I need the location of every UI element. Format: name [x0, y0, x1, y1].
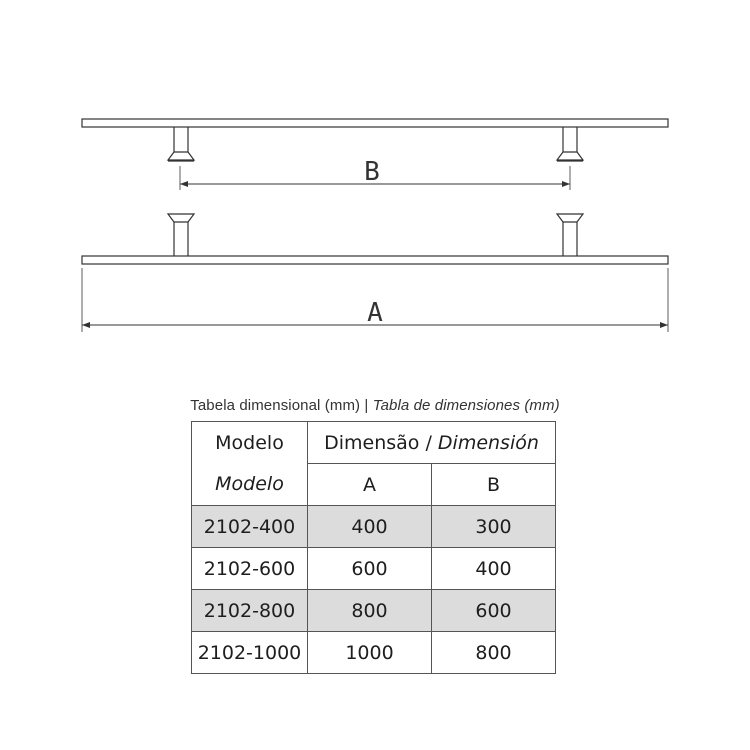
- dimension-table: [191, 421, 556, 674]
- header-model-pt: Modelo: [192, 422, 308, 464]
- header-col-a: A: [308, 464, 432, 506]
- header-dimension-es: Dimensión: [437, 431, 539, 454]
- header-dimension-pt: Dimensão /: [324, 431, 432, 454]
- cell-b: 400: [432, 548, 556, 590]
- dimension-b-label: B: [364, 157, 380, 187]
- handle-top-view: [82, 119, 668, 161]
- cell-b: 800: [432, 632, 556, 674]
- dimension-a-label: A: [367, 298, 383, 328]
- table-row: [192, 506, 556, 548]
- cell-model: 2102-400: [192, 506, 308, 548]
- caption-pt: Tabela dimensional (mm) |: [190, 397, 369, 414]
- cell-a: 600: [308, 548, 432, 590]
- cell-b: 300: [432, 506, 556, 548]
- cell-a: 1000: [308, 632, 432, 674]
- table-row: [192, 590, 556, 632]
- table-subheader-row: [192, 464, 556, 506]
- table-caption: [0, 397, 750, 414]
- cell-b: 600: [432, 590, 556, 632]
- table-row: [192, 632, 556, 674]
- cell-model: 2102-800: [192, 590, 308, 632]
- header-dimension: [308, 422, 556, 464]
- caption-es: Tabla de dimensiones (mm): [372, 397, 560, 414]
- table-header-row: [192, 422, 556, 464]
- table-row: [192, 548, 556, 590]
- cell-a: 800: [308, 590, 432, 632]
- header-model-es: Modelo: [192, 464, 308, 506]
- cell-model: 2102-1000: [192, 632, 308, 674]
- cell-model: 2102-600: [192, 548, 308, 590]
- cell-a: 400: [308, 506, 432, 548]
- header-col-b: B: [432, 464, 556, 506]
- handle-bottom-view: [82, 214, 668, 264]
